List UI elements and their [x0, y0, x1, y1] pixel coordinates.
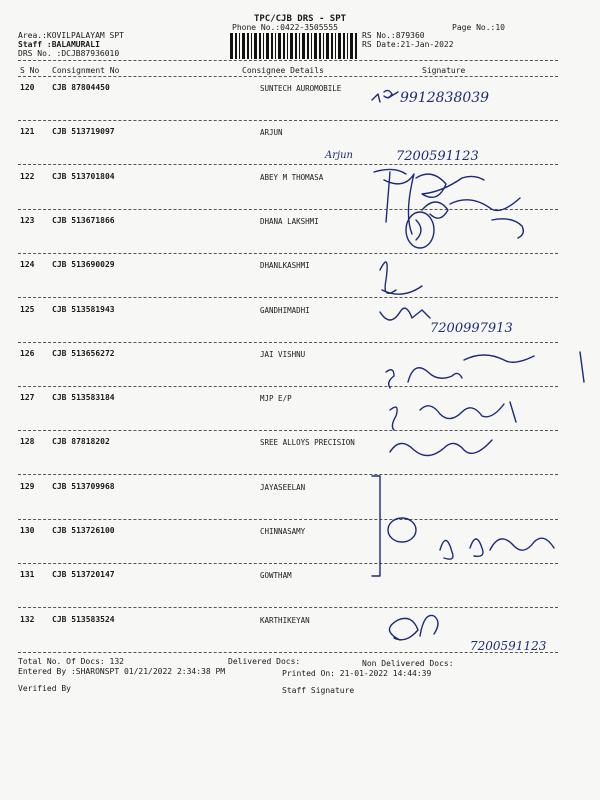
row-sno: 130 [20, 526, 35, 535]
row-consignee: ABEY M THOMASA [260, 172, 324, 182]
row-consignment: CJB 513726100 [52, 526, 115, 535]
barcode-bar [259, 33, 261, 59]
row-consignee: GANDHIMADHI [260, 305, 310, 315]
barcode-bar [239, 33, 240, 59]
row-sno: 121 [20, 127, 35, 137]
row-sno: 129 [20, 481, 35, 491]
row-consignee: DHANLKASHMI [260, 261, 310, 271]
printed-on: Printed On: 21-01-2022 14:44:39 [282, 669, 432, 678]
staff-label: Staff :BALAMURALI [18, 40, 100, 49]
delivered-docs: Delivered Docs: [228, 657, 301, 666]
rs-number: RS No.:879360 [362, 31, 425, 40]
row-consignment: CJB 513583184 [52, 393, 115, 403]
barcode-bar [266, 33, 269, 59]
page-number: Page No.:10 [452, 23, 505, 32]
barcode-bar [314, 33, 317, 59]
barcode-bar [323, 33, 324, 59]
row-sno: 122 [20, 171, 35, 181]
row-sno: 123 [20, 215, 35, 225]
verified-by: Verified By [18, 684, 71, 693]
barcode-bar [235, 33, 237, 59]
col-header-signature: Signature [422, 66, 466, 75]
barcode-image [230, 33, 358, 59]
row-consignment: CJB 513709968 [52, 481, 115, 491]
row-consignee: ARJUN [260, 128, 283, 138]
row-sno: 124 [20, 260, 35, 270]
row-consignment: CJB 513719097 [52, 127, 115, 137]
barcode-bar [302, 33, 305, 59]
row120-handwriting: 9912838039 [400, 90, 490, 106]
barcode-bar [299, 33, 300, 59]
barcode-bar [331, 33, 333, 59]
barcode-bar [319, 33, 321, 59]
row-sno: 126 [20, 348, 35, 358]
row-sno: 132 [20, 614, 35, 624]
barcode-bar [338, 33, 341, 59]
barcode-bar [287, 33, 288, 59]
barcode-bar [247, 33, 249, 59]
row-consignment: CJB 513701804 [52, 171, 115, 181]
barcode-bar [295, 33, 297, 59]
barcode-bar [326, 33, 329, 59]
barcode-bar [343, 33, 345, 59]
row132-handwriting: 7200591123 [470, 639, 547, 653]
row-consignee: MJP E/P [260, 394, 292, 404]
barcode-bar [283, 33, 285, 59]
header-divider-bottom [18, 76, 558, 77]
col-header-consignee: Consignee Details [242, 66, 324, 75]
report-title: TPC/CJB DRS - SPT [253, 14, 347, 24]
barcode-bar [230, 33, 233, 59]
barcode-bar [311, 33, 312, 59]
col-header-consignment: Consignment No [52, 66, 120, 75]
barcode-bar [307, 33, 309, 59]
barcode-bar [278, 33, 281, 59]
staff-signature: Staff Signature [282, 686, 355, 695]
row-sno: 128 [20, 437, 35, 447]
drs-number: DRS No. :DCJB87936010 [18, 49, 120, 58]
barcode-bar [290, 33, 293, 59]
row-consignment: CJB 513656272 [52, 348, 115, 358]
row-consignee: SREE ALLOYS PRECISION [260, 438, 355, 448]
barcode-bar [254, 33, 257, 59]
row-sno: 131 [20, 570, 35, 580]
row-sno: 120 [20, 83, 35, 92]
total-docs: Total No. Of Docs: 132 [18, 657, 124, 666]
barcode-bar [271, 33, 273, 59]
barcode-bar [350, 33, 353, 59]
row-consignment: CJB 513690029 [52, 260, 115, 270]
row-consignee: JAI VISHNU [260, 349, 306, 359]
barcode-bar [242, 33, 245, 59]
row-consignee: DHANA LAKSHMI [260, 216, 319, 226]
col-header-sno: S No [20, 66, 40, 75]
area-label: Area.:KOVILPALAYAM SPT [18, 31, 124, 40]
row-consignment: CJB 87804450 [52, 83, 110, 92]
row121-phone-handwriting: 7200591123 [396, 149, 479, 164]
row121-name-handwriting: Arjun [325, 150, 353, 161]
rs-date: RS Date:21-Jan-2022 [362, 40, 454, 49]
row-consignment: CJB 513671866 [52, 215, 115, 225]
barcode-bar [347, 33, 348, 59]
row-consignment: CJB 87818202 [52, 437, 110, 447]
row-consignee: GOWTHAM [260, 571, 292, 581]
row-consignee: JAYASEELAN [260, 482, 306, 492]
barcode-bar [275, 33, 276, 59]
row125-handwriting: 7200997913 [430, 321, 513, 336]
row-consignee: KARTHIKEYAN [260, 615, 310, 625]
entered-by: Entered By :SHARONSPT 01/21/2022 2:34:38 PM [18, 667, 226, 676]
row-sno: 127 [20, 393, 35, 403]
phone-number: Phone No.:0422-3505555 [232, 23, 338, 32]
row-sno: 125 [20, 304, 35, 314]
row-consignee: SUNTECH AUROMOBILE [260, 84, 342, 93]
barcode-bar [355, 33, 357, 59]
barcode-bar [335, 33, 336, 59]
row-consignment: CJB 513581943 [52, 304, 115, 314]
barcode-bar [251, 33, 252, 59]
non-delivered-docs: Non Delivered Docs: [362, 659, 454, 668]
row-consignee: CHINNASAMY [260, 527, 306, 536]
row-consignment: CJB 513720147 [52, 570, 115, 580]
row-consignment: CJB 513583524 [52, 614, 115, 624]
barcode-bar [263, 33, 264, 59]
header-divider-top [18, 60, 558, 61]
